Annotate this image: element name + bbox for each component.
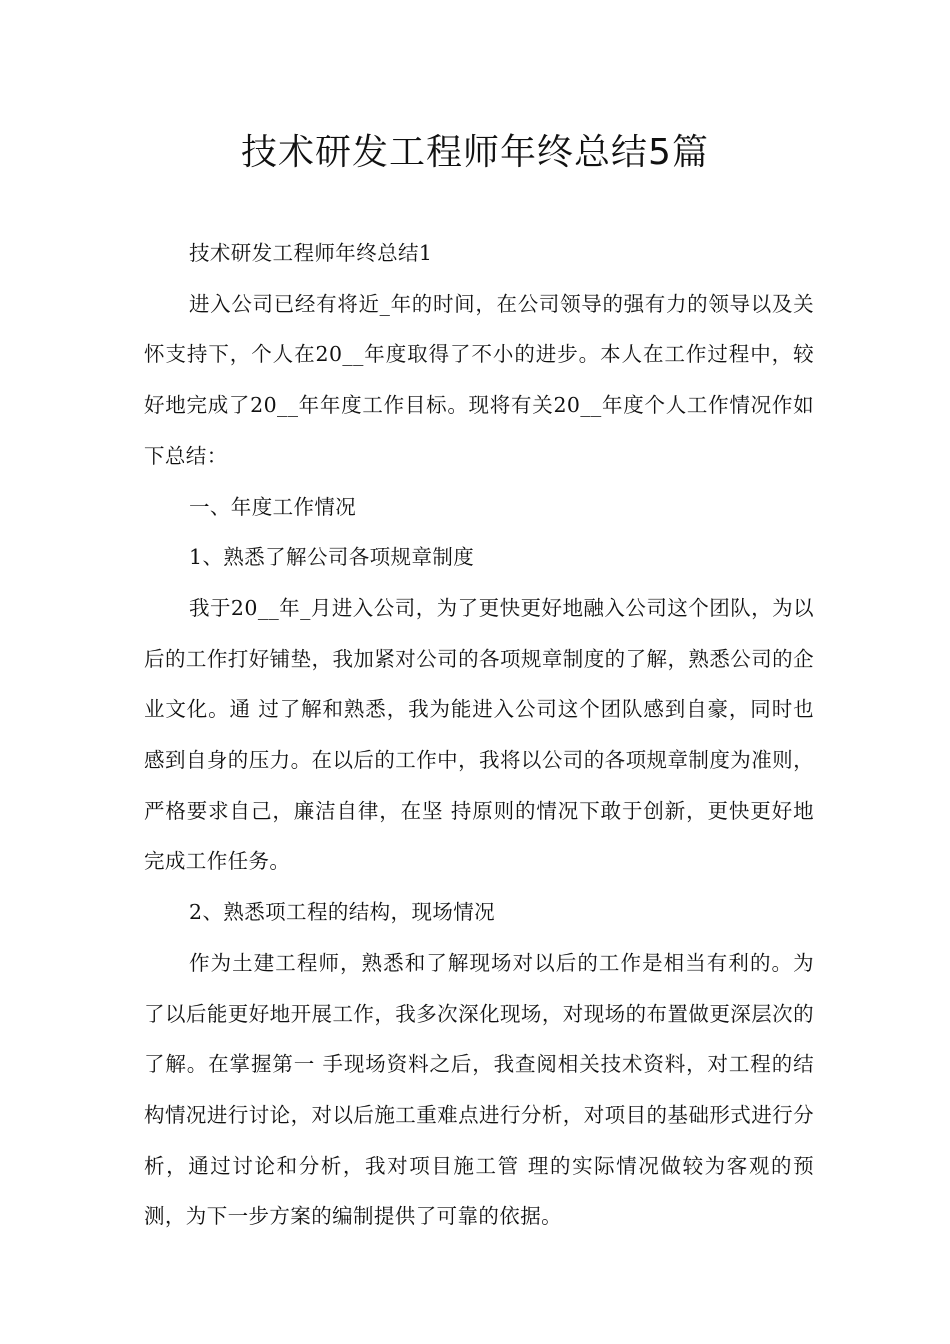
section-heading: 2、熟悉项工程的结构，现场情况 (189, 900, 496, 925)
section-heading: 一、年度工作情况 (189, 494, 357, 519)
body-paragraph: 作为土建工程师，熟悉和了解现场对以后的工作是相当有利的。为了以后能更好地开展工作，我多次深化现场，对现场的布置做更深层次的了解。在掌握第一 手现场资料之后，我查阅相关技术资料，对工程的结构情况进行讨论，对以后施工重难点进行分析，对项目的基础形式进行分析，通过讨论和分析，我对项目施工管 理的实际情况做较为客观的预测，为下一步方案的编制提供了可靠的依据。 (144, 950, 814, 1229)
document-body (144, 228, 814, 1242)
document-title: 技术研发工程师年终总结5篇 (241, 132, 709, 173)
body-paragraph: 进入公司已经有将近_年的时间，在公司领导的强有力的领导以及关怀支持下，个人在20__年度取得了不小的进步。本人在工作过程中，较好地完成了20__年年度工作目标。现将有关20__年度个人工作情况作如下总结： (144, 291, 814, 468)
section-heading: 1、熟悉了解公司各项规章制度 (189, 545, 475, 570)
body-paragraph: 我于20__年_月进入公司，为了更快更好地融入公司这个团队，为以后的工作打好铺垫，我加紧对公司的各项规章制度的了解，熟悉公司的企业文化。通 过了解和熟悉，我为能进入公司这个团队感到自豪，同时也感到自身的压力。在以后的工作中，我将以公司的各项规章制度为准则，严格要求自己，廉洁自律，在坚 持原则的情况下敢于创新，更快更好地完成工作任务。 (144, 595, 814, 874)
section-heading: 技术研发工程师年终总结1 (189, 241, 433, 265)
